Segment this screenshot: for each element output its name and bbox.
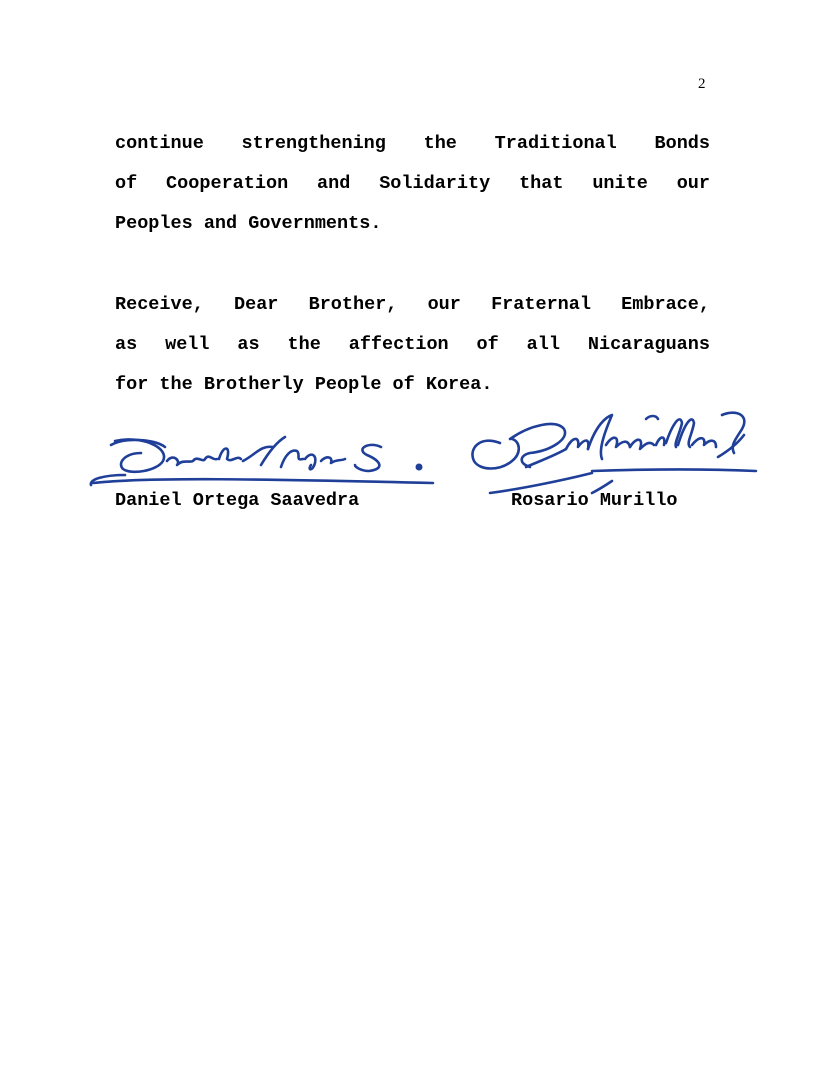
- text-line: continue strengthening the Traditional Bonds: [115, 133, 710, 154]
- text-line: as well as the affection of all Nicaraguans: [115, 334, 710, 355]
- page-number: 2: [698, 76, 706, 92]
- text-line: Peoples and Governments.: [115, 213, 382, 234]
- signer-name: Daniel Ortega Saavedra: [115, 490, 360, 511]
- text-line: for the Brotherly People of Korea.: [115, 374, 493, 395]
- signer-name: Rosario Murillo: [511, 490, 678, 511]
- text-line: of Cooperation and Solidarity that unite our: [115, 173, 710, 194]
- text-line: Receive, Dear Brother, our Fraternal Embrace,: [115, 294, 710, 315]
